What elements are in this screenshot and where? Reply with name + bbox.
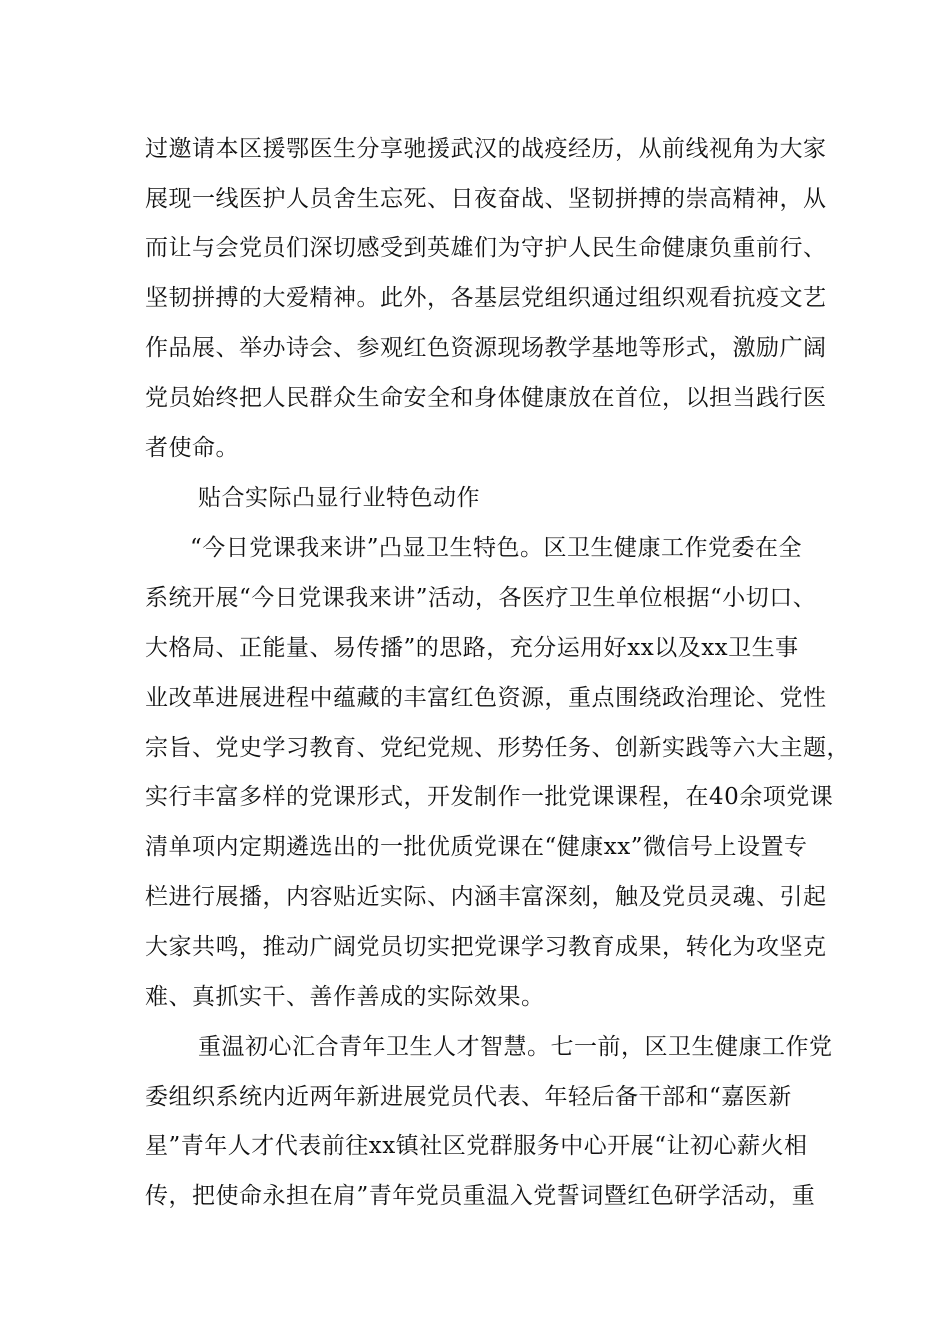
text-line: 系统开展“今日党课我来讲”活动，各医疗卫生单位根据“小切口、 [145,585,817,611]
text-line: 传，把使命永担在肩”青年党员重温入党誓词暨红色研学活动，重 [145,1183,816,1209]
text-line: 委组织系统内近两年新进展党员代表、年轻后备干部和“嘉医新 [145,1084,792,1110]
text-line: 党员始终把人民群众生命安全和身体健康放在首位，以担当践行医 [145,385,827,411]
text-line: 展现一线医护人员舍生忘死、日夜奋战、坚韧拼搏的崇高精神，从 [145,186,827,212]
text-line: 栏进行展播，内容贴近实际、内涵丰富深刻，触及党员灵魂、引起 [145,884,827,910]
text-line: 业改革进展进程中蕴藏的丰富红色资源，重点围绕政治理论、党性 [145,685,827,711]
text-line: 大家共鸣，推动广阔党员切实把党课学习教育成果，转化为攻坚克 [145,934,827,960]
text-line: 坚韧拼搏的大爱精神。此外，各基层党组织通过组织观看抗疫文艺 [145,285,827,311]
section-heading: 贴合实际凸显行业特色动作 [198,485,480,511]
text-line: 过邀请本区援鄂医生分享驰援武汉的战疫经历，从前线视角为大家 [145,136,827,162]
text-line: 实行丰富多样的党课形式，开发制作一批党课课程，在40余项党课 [145,784,834,810]
text-line: 而让与会党员们深切感受到英雄们为守护人民生命健康负重前行、 [145,235,827,261]
text-line: 难、真抓实干、善作善成的实际效果。 [145,984,545,1010]
text-line: 作品展、举办诗会、参观红色资源现场教学基地等形式，激励广阔 [145,335,827,361]
text-line: 宗旨、党史学习教育、党纪党规、形势任务、创新实践等六大主题， [145,735,850,761]
text-line: “今日党课我来讲”凸显卫生特色。区卫生健康工作党委在全 [190,535,803,561]
text-line: 星”青年人才代表前往xx镇社区党群服务中心开展“让初心薪火相 [145,1133,808,1159]
text-line: 清单项内定期遴选出的一批优质党课在“健康xx”微信号上设置专 [145,834,808,860]
text-line: 者使命。 [145,435,239,461]
text-line: 重温初心汇合青年卫生人才智慧。七一前，区卫生健康工作党 [198,1034,833,1060]
text-line: 大格局、正能量、易传播”的思路，充分运用好xx以及xx卫生事 [145,635,799,661]
